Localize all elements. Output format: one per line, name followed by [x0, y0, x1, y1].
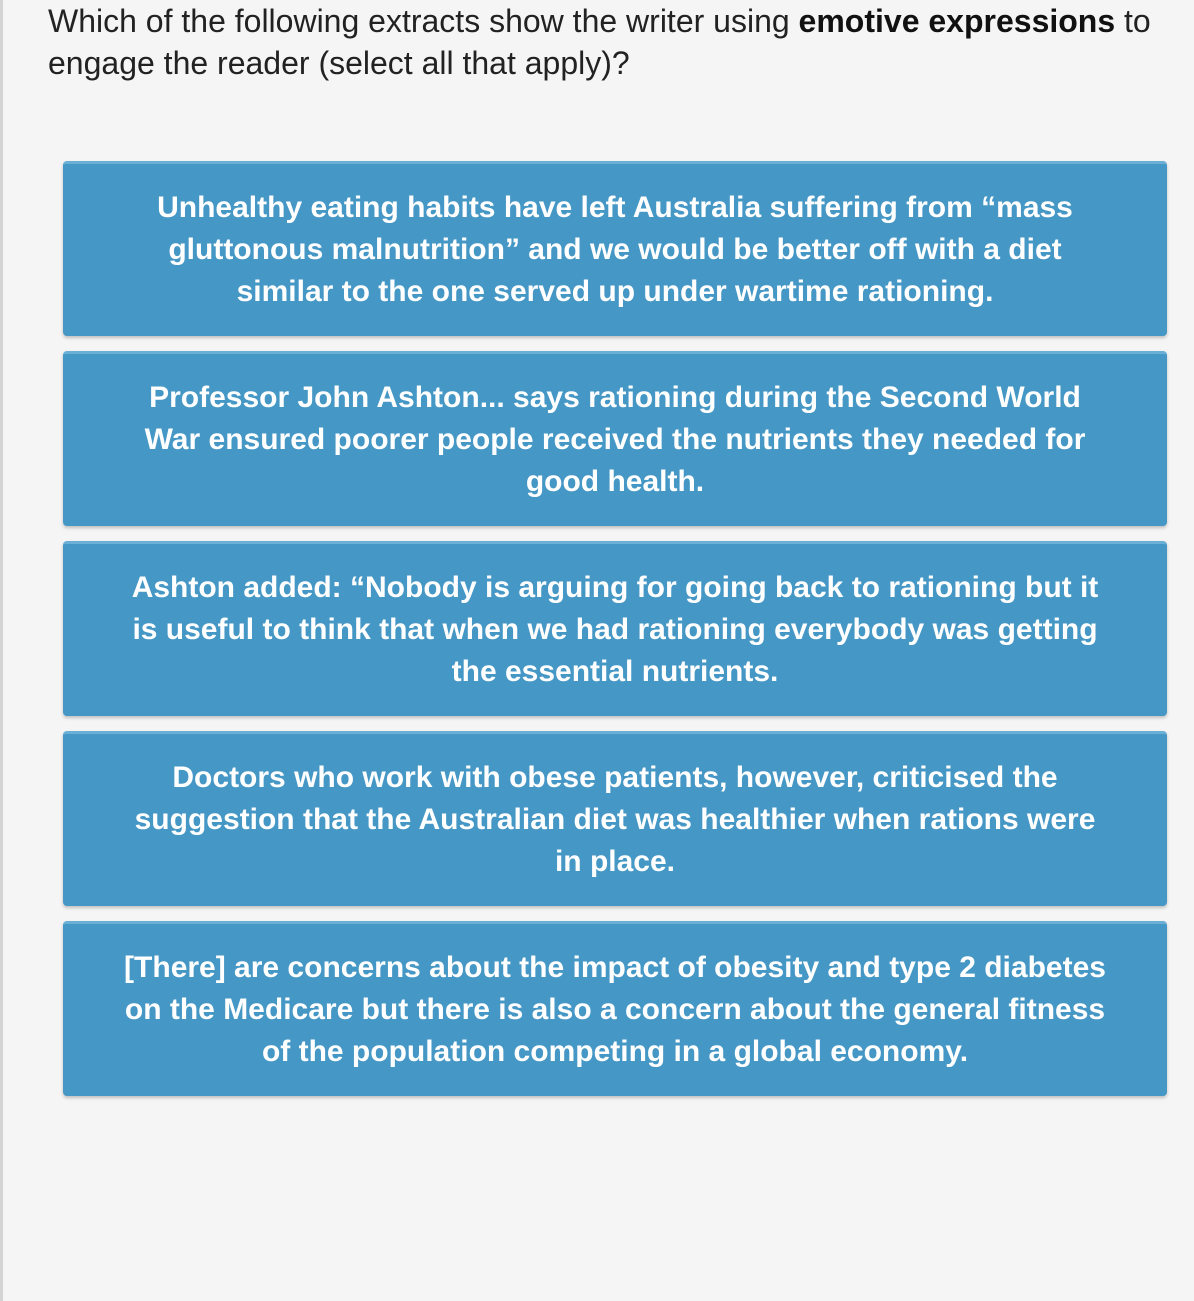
answer-option-text: Unhealthy eating habits have left Australia suffering from “mass gluttonous malnutrition” and we would be better off with a diet similar to the one served up under wartime rationing.: [157, 191, 1073, 308]
answer-option-5[interactable]: [63, 921, 1167, 1096]
answer-options-list: [63, 161, 1167, 1111]
answer-option-text: Professor John Ashton... says rationing during the Second World War ensured poorer people received the nutrients they needed for good health.: [144, 381, 1086, 498]
answer-option-2[interactable]: [63, 351, 1167, 526]
question-text-after: to engage the reader (select all that apply)?: [48, 3, 1151, 81]
answer-option-text: Doctors who work with obese patients, however, criticised the suggestion that the Australian diet was healthier when rations were in place.: [134, 761, 1096, 878]
answer-option-3[interactable]: [63, 541, 1167, 716]
question-emphasis: emotive expressions: [798, 3, 1116, 39]
question-prompt: [48, 0, 1178, 84]
left-border: [0, 0, 3, 1301]
answer-option-4[interactable]: [63, 731, 1167, 906]
question-text-before: Which of the following extracts show the writer using: [48, 3, 799, 39]
answer-option-text: [There] are concerns about the impact of obesity and type 2 diabetes on the Medicare but there is also a concern about the general fitness of the population competing in a global economy.: [124, 951, 1106, 1068]
answer-option-1[interactable]: [63, 161, 1167, 336]
answer-option-text: Ashton added: “Nobody is arguing for going back to rationing but it is useful to think that when we had rationing everybody was getting the essential nutrients.: [131, 571, 1099, 688]
